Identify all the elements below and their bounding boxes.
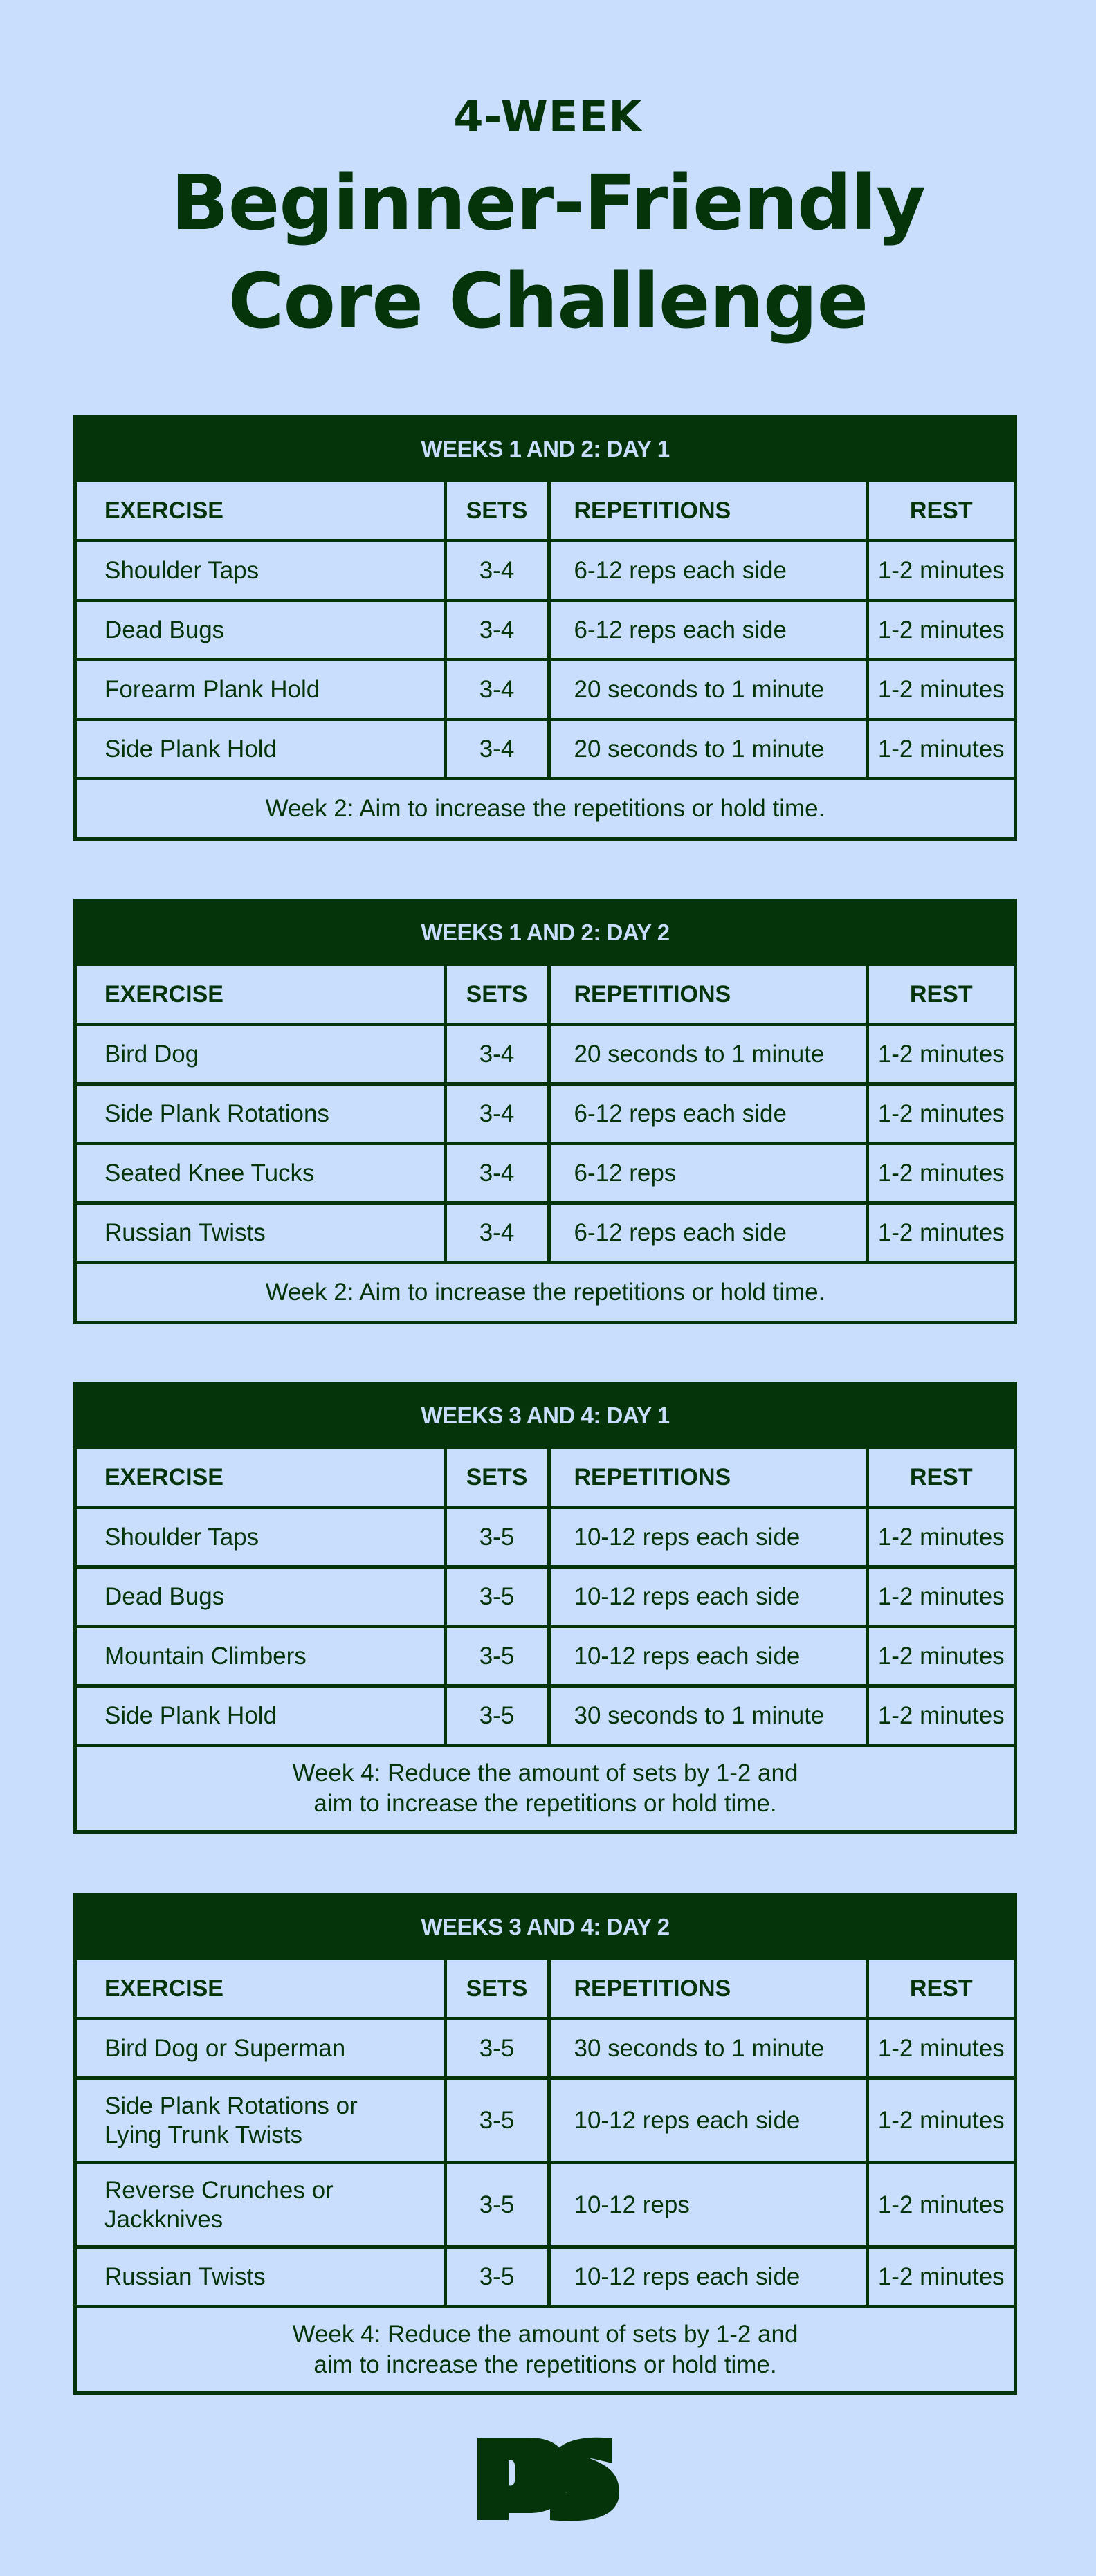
reps-cell: 6-12 reps each side — [549, 1084, 867, 1144]
reps-cell: 20 seconds to 1 minute — [549, 1025, 867, 1084]
rest-cell: 1-2 minutes — [867, 720, 1014, 779]
workout-table — [73, 1893, 1017, 2395]
table-row — [77, 1025, 1014, 1084]
rest-cell: 1-2 minutes — [867, 2163, 1014, 2247]
rest-cell: 1-2 minutes — [867, 1025, 1014, 1084]
reps-cell: 10-12 reps each side — [549, 1567, 867, 1627]
table-row — [77, 601, 1014, 660]
exercise-name: Russian Twists — [104, 1218, 266, 1246]
sets-cell: 3-5 — [445, 1686, 549, 1746]
sets-cell: 3-4 — [445, 1084, 549, 1144]
exercise-name: Forearm Plank Hold — [104, 675, 320, 703]
sets-cell: 3-5 — [445, 2247, 549, 2307]
rest-cell: 1-2 minutes — [867, 1144, 1014, 1203]
rest-cell: 1-2 minutes — [867, 2019, 1014, 2079]
exercise-name: Mountain Climbers — [104, 1642, 307, 1670]
exercise-cell — [77, 720, 445, 779]
exercise-name: Bird Dog or Superman — [104, 2034, 346, 2062]
exercise-cell — [77, 2079, 445, 2163]
col-header-exercise: EXERCISE — [77, 1447, 445, 1508]
sets-cell: 3-5 — [445, 2019, 549, 2079]
exercise-cell — [77, 601, 445, 660]
reps-cell: 6-12 reps — [549, 1144, 867, 1203]
reps-cell: 10-12 reps each side — [549, 2247, 867, 2307]
table-row — [77, 1508, 1014, 1567]
sets-cell: 3-4 — [445, 660, 549, 720]
table-row — [77, 2247, 1014, 2307]
exercise-name-line2: Jackknives — [104, 2205, 223, 2233]
exercise-name: Reverse Crunches or — [104, 2176, 334, 2204]
exercise-cell — [77, 1508, 445, 1567]
exercise-name: Side Plank Hold — [104, 735, 277, 762]
table-row — [77, 660, 1014, 720]
workout-table — [73, 415, 1017, 841]
rest-cell: 1-2 minutes — [867, 541, 1014, 601]
exercise-name: Dead Bugs — [104, 1582, 225, 1610]
exercise-cell — [77, 2163, 445, 2247]
sets-cell: 3-4 — [445, 1144, 549, 1203]
kicker: 4-WEEK — [453, 91, 643, 142]
exercise-name: Seated Knee Tucks — [104, 1159, 315, 1187]
table-row — [77, 1567, 1014, 1627]
rest-cell: 1-2 minutes — [867, 1567, 1014, 1627]
col-header-exercise: EXERCISE — [77, 481, 445, 541]
exercise-name: Shoulder Taps — [104, 1523, 259, 1551]
table-title: WEEKS 1 AND 2: DAY 1 — [77, 419, 1014, 481]
table-row — [77, 720, 1014, 779]
exercise-name-line2: Lying Trunk Twists — [104, 2121, 302, 2148]
table-note — [77, 1746, 1014, 1831]
reps-cell: 6-12 reps each side — [549, 1203, 867, 1263]
rest-cell: 1-2 minutes — [867, 1084, 1014, 1144]
col-header-rest: REST — [867, 1447, 1014, 1508]
reps-cell: 20 seconds to 1 minute — [549, 660, 867, 720]
sets-cell: 3-5 — [445, 1627, 549, 1686]
sets-cell: 3-5 — [445, 1567, 549, 1627]
note-line-2: aim to increase the repetitions or hold time. — [313, 2351, 777, 2378]
table-row — [77, 1203, 1014, 1263]
table-title: WEEKS 3 AND 4: DAY 1 — [77, 1385, 1014, 1447]
exercise-name: Bird Dog — [104, 1040, 199, 1068]
table-row — [77, 541, 1014, 601]
col-header-rest: REST — [867, 1959, 1014, 2019]
reps-cell: 30 seconds to 1 minute — [549, 2019, 867, 2079]
table-row — [77, 1627, 1014, 1686]
note-line-1: Week 2: Aim to increase the repetitions or hold time. — [265, 795, 825, 822]
col-header-sets: SETS — [445, 965, 549, 1025]
exercise-name: Russian Twists — [104, 2263, 266, 2290]
exercise-cell — [77, 1084, 445, 1144]
sets-cell: 3-5 — [445, 1508, 549, 1567]
col-header-sets: SETS — [445, 1959, 549, 2019]
sets-cell: 3-5 — [445, 2163, 549, 2247]
exercise-cell — [77, 1686, 445, 1746]
col-header-exercise: EXERCISE — [77, 965, 445, 1025]
col-header-reps: REPETITIONS — [549, 1447, 867, 1508]
exercise-name: Shoulder Taps — [104, 556, 259, 584]
col-header-reps: REPETITIONS — [549, 481, 867, 541]
reps-cell: 6-12 reps each side — [549, 601, 867, 660]
exercise-cell — [77, 2019, 445, 2079]
sets-cell: 3-4 — [445, 720, 549, 779]
title-line-1: Beginner-Friendly — [170, 158, 926, 247]
table-row — [77, 1084, 1014, 1144]
exercise-cell — [77, 541, 445, 601]
sets-cell: 3-4 — [445, 1203, 549, 1263]
page-title — [0, 154, 1096, 350]
exercise-name: Side Plank Hold — [104, 1701, 277, 1729]
workout-table — [73, 1382, 1017, 1834]
table-note — [77, 779, 1014, 838]
reps-cell: 10-12 reps — [549, 2163, 867, 2247]
page-header — [0, 83, 1096, 350]
note-line-1: Week 4: Reduce the amount of sets by 1-2 and — [292, 2321, 798, 2348]
rest-cell: 1-2 minutes — [867, 1627, 1014, 1686]
table-title: WEEKS 3 AND 4: DAY 2 — [77, 1897, 1014, 1959]
rest-cell: 1-2 minutes — [867, 2079, 1014, 2163]
reps-cell: 30 seconds to 1 minute — [549, 1686, 867, 1746]
col-header-reps: REPETITIONS — [549, 1959, 867, 2019]
col-header-sets: SETS — [445, 1447, 549, 1508]
exercise-cell — [77, 1627, 445, 1686]
reps-cell: 10-12 reps each side — [549, 1627, 867, 1686]
workout-table — [73, 899, 1017, 1324]
sets-cell: 3-4 — [445, 1025, 549, 1084]
sets-cell: 3-4 — [445, 601, 549, 660]
rest-cell: 1-2 minutes — [867, 660, 1014, 720]
reps-cell: 10-12 reps each side — [549, 2079, 867, 2163]
col-header-reps: REPETITIONS — [549, 965, 867, 1025]
reps-cell: 10-12 reps each side — [549, 1508, 867, 1567]
reps-cell: 6-12 reps each side — [549, 541, 867, 601]
col-header-exercise: EXERCISE — [77, 1959, 445, 2019]
table-row — [77, 2019, 1014, 2079]
table-note — [77, 1263, 1014, 1322]
sets-cell: 3-4 — [445, 541, 549, 601]
exercise-cell — [77, 1203, 445, 1263]
table-row — [77, 1686, 1014, 1746]
exercise-cell — [77, 1144, 445, 1203]
rest-cell: 1-2 minutes — [867, 1686, 1014, 1746]
rest-cell: 1-2 minutes — [867, 2247, 1014, 2307]
exercise-cell — [77, 660, 445, 720]
exercise-name: Dead Bugs — [104, 616, 225, 643]
note-line-1: Week 4: Reduce the amount of sets by 1-2 and — [292, 1760, 798, 1787]
col-header-sets: SETS — [445, 481, 549, 541]
note-line-1: Week 2: Aim to increase the repetitions or hold time. — [265, 1279, 825, 1306]
table-note — [77, 2307, 1014, 2392]
table-row — [77, 2079, 1014, 2163]
col-header-rest: REST — [867, 965, 1014, 1025]
exercise-name: Side Plank Rotations — [104, 1099, 329, 1127]
reps-cell: 20 seconds to 1 minute — [549, 720, 867, 779]
col-header-rest: REST — [867, 481, 1014, 541]
exercise-cell — [77, 1567, 445, 1627]
ps-logo — [477, 2437, 623, 2528]
title-line-2: Core Challenge — [228, 257, 868, 345]
table-row — [77, 2163, 1014, 2247]
exercise-name: Side Plank Rotations or — [104, 2092, 358, 2119]
note-line-2: aim to increase the repetitions or hold time. — [313, 1790, 777, 1817]
exercise-cell — [77, 1025, 445, 1084]
rest-cell: 1-2 minutes — [867, 1203, 1014, 1263]
table-row — [77, 1144, 1014, 1203]
rest-cell: 1-2 minutes — [867, 1508, 1014, 1567]
exercise-cell — [77, 2247, 445, 2307]
table-title: WEEKS 1 AND 2: DAY 2 — [77, 902, 1014, 965]
sets-cell: 3-5 — [445, 2079, 549, 2163]
rest-cell: 1-2 minutes — [867, 601, 1014, 660]
